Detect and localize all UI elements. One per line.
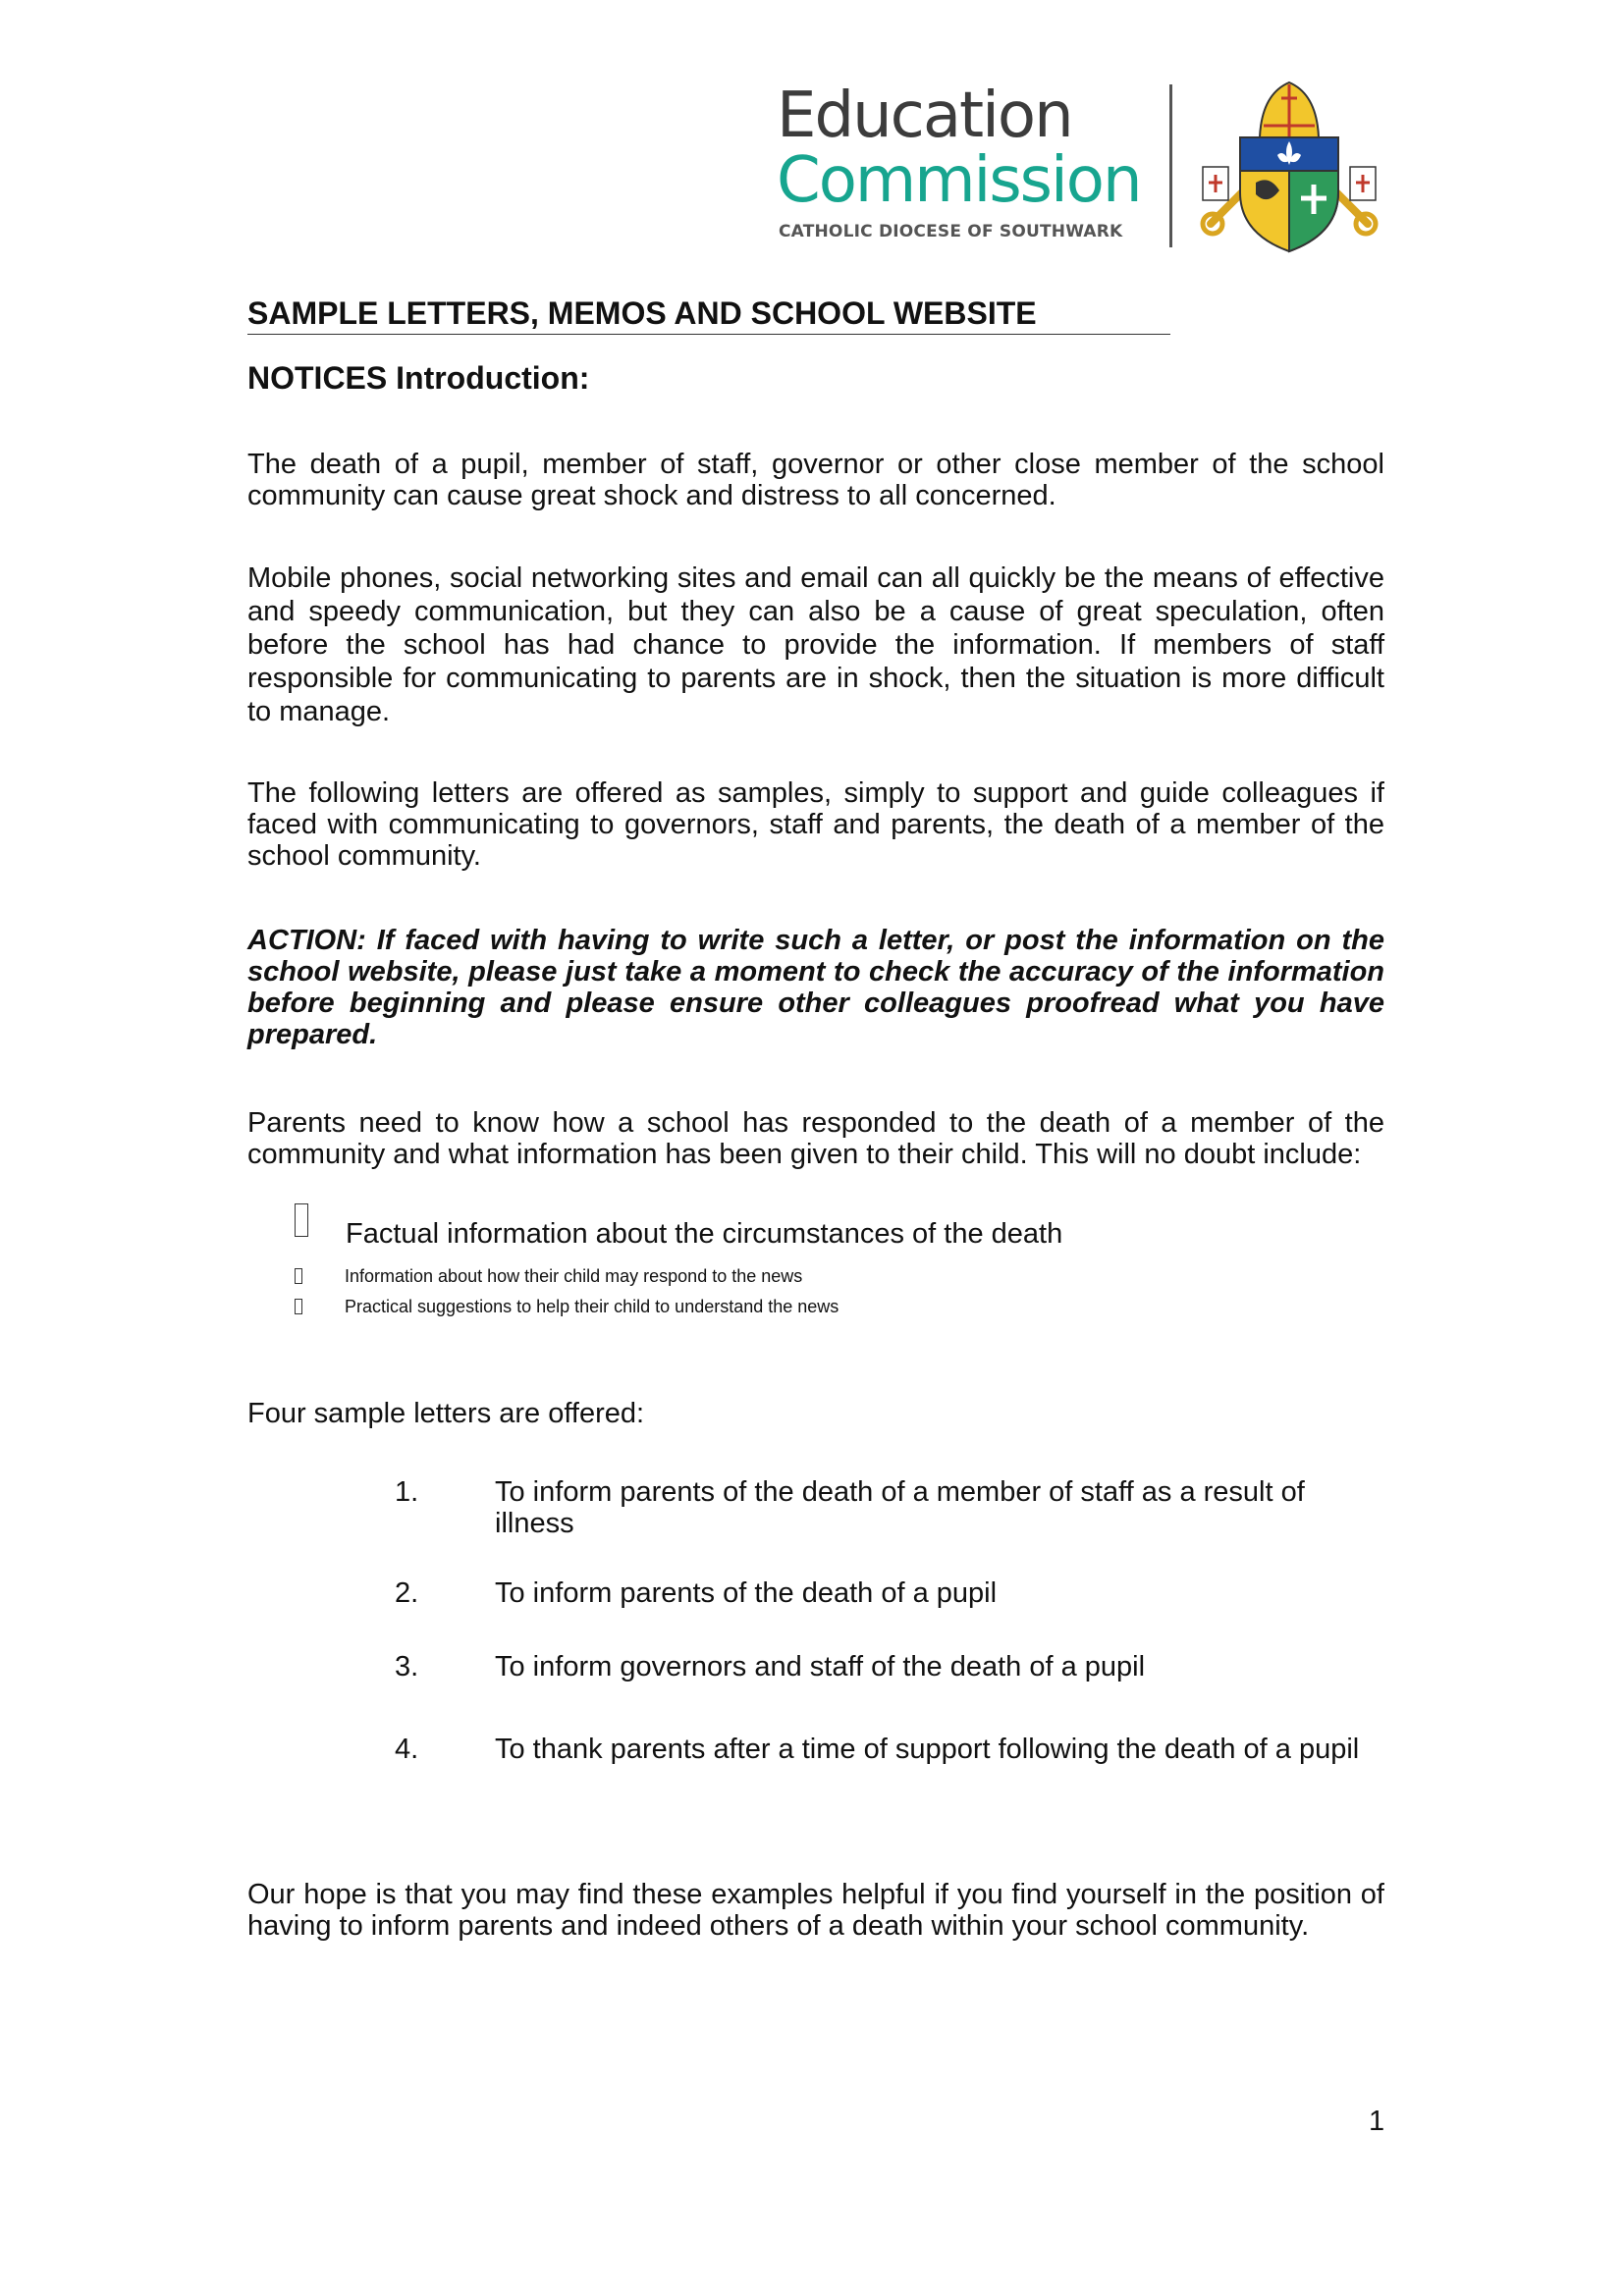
list-text: To inform parents of the death of a member of staff as a result of illness — [495, 1476, 1305, 1539]
logo-word-commission: Commission — [777, 144, 1141, 217]
bullet-text: Practical suggestions to help their child to understand the news — [345, 1297, 839, 1316]
bullet-text: Information about how their child may respond to the news — [345, 1266, 803, 1286]
list-text: To thank parents after a time of support following the death of a pupil — [495, 1734, 1360, 1765]
closing-paragraph: Our hope is that you may find these examples helpful if you find yourself in the position of having to inform parents and indeed others of a death within your school community. — [247, 1879, 1384, 1942]
list-number: 2. — [395, 1577, 419, 1609]
samples-paragraph: The following letters are offered as samples, simply to support and guide colleagues if faced with communicating to governors, staff and parents, the death of a member of the school community. — [247, 777, 1384, 872]
logo-divider — [1169, 84, 1172, 247]
bullet-item — [295, 1203, 1062, 1251]
education-commission-logo — [769, 77, 1389, 257]
logo-subtitle: CATHOLIC DIOCESE OF SOUTHWARK — [779, 222, 1123, 241]
list-text: To inform parents of the death of a pupil — [495, 1577, 998, 1609]
bullet-box-icon — [295, 1299, 302, 1314]
list-number: 4. — [395, 1734, 419, 1765]
bullet-box-icon — [295, 1268, 302, 1284]
page-number: 1 — [1369, 2106, 1385, 2137]
list-text: To inform governors and staff of the death of a pupil — [495, 1651, 1146, 1682]
bullet-item — [295, 1266, 802, 1286]
bullet-box-icon — [295, 1203, 308, 1237]
logo-word-education: Education — [777, 80, 1072, 152]
action-paragraph: ACTION: If faced with having to write such a letter, or post the information on the school website, please just take a moment to check the accuracy of the information before beginning and please ensure other colleagues proofread what you have prepared. — [247, 925, 1384, 1050]
list-number: 1. — [395, 1476, 419, 1508]
bullet-item — [295, 1297, 839, 1316]
diocese-crest-icon — [1191, 77, 1387, 257]
parents-paragraph: Parents need to know how a school has responded to the death of a member of the community and what information has been given to their child. This will no doubt include: — [247, 1107, 1384, 1170]
communication-paragraph: Mobile phones, social networking sites and email can all quickly be the means of effective and speedy communication, but they can also be a cause of great speculation, often before the school has had chance to provide the information. If members of staff responsible for communicating to parents are in shock, then the situation is more difficult to manage. — [247, 562, 1384, 727]
list-intro: Four sample letters are offered: — [247, 1398, 645, 1429]
intro-paragraph: The death of a pupil, member of staff, governor or other close member of the school community can cause great shock and distress to all concerned. — [247, 449, 1384, 511]
list-number: 3. — [395, 1651, 419, 1682]
document-title: SAMPLE LETTERS, MEMOS AND SCHOOL WEBSITE — [247, 294, 1170, 335]
section-heading: NOTICES Introduction: — [247, 360, 590, 396]
bullet-text: Factual information about the circumstances of the death — [346, 1218, 1063, 1250]
